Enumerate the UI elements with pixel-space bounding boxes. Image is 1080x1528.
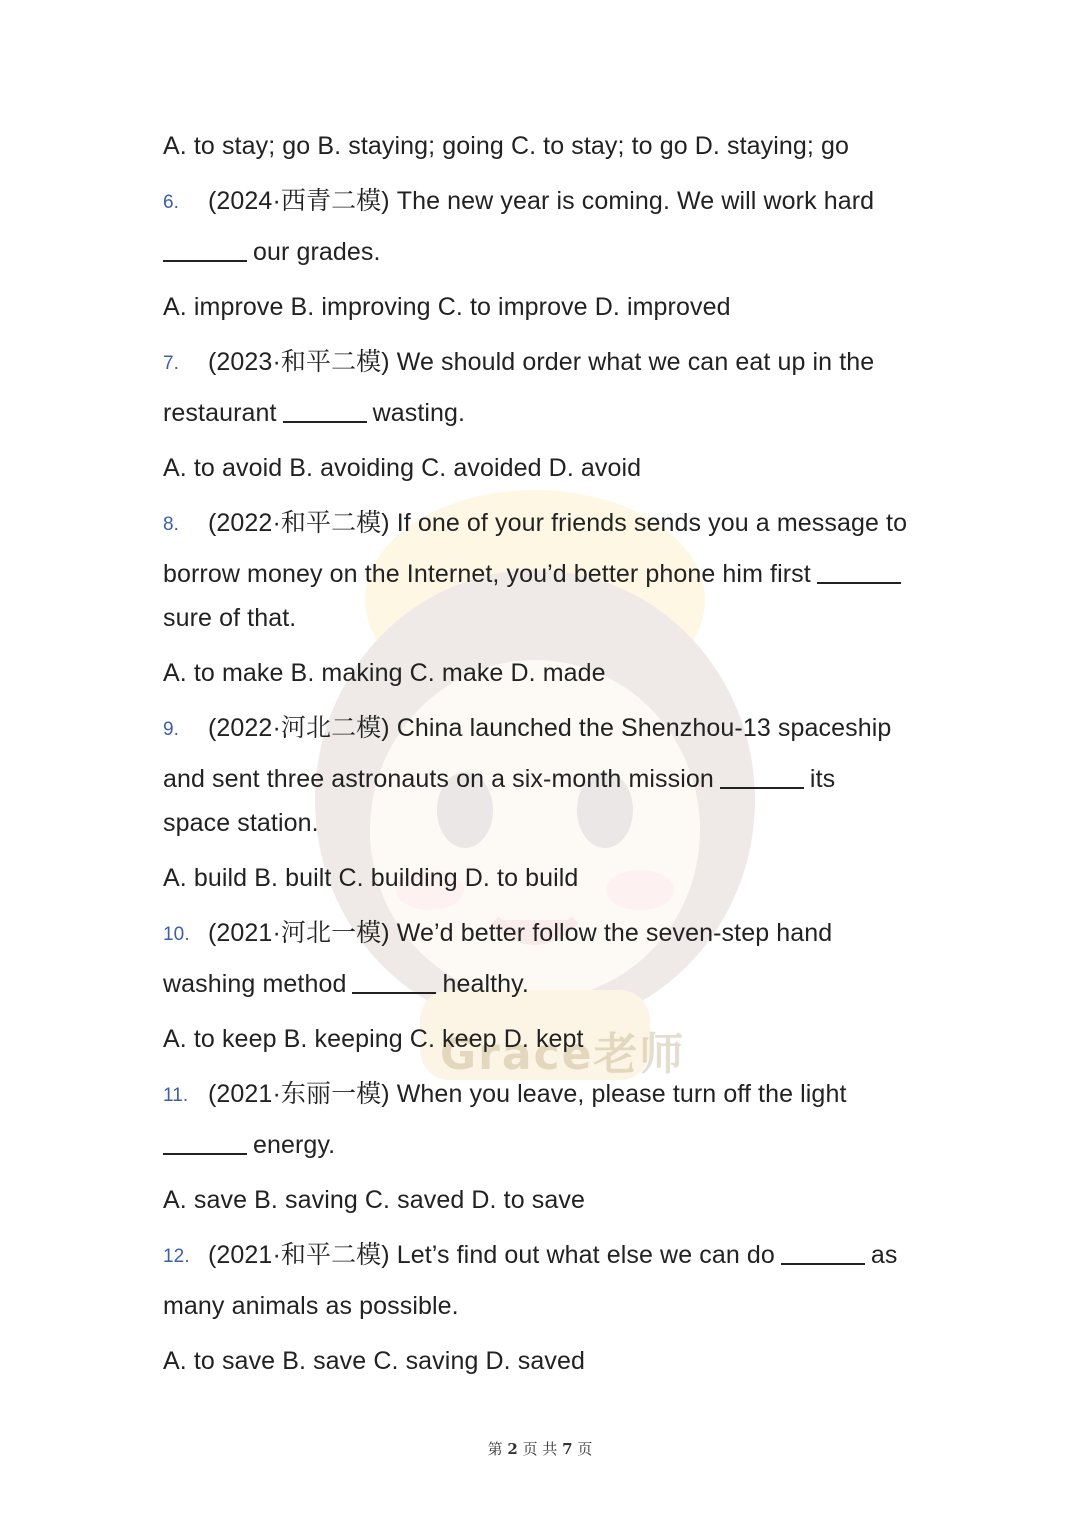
total-page-number: 7 xyxy=(562,1440,573,1458)
answer-blank xyxy=(817,560,901,584)
q9-stem-line3: space station. xyxy=(163,809,319,837)
q6-options: A. improve B. improving C. to improve D. improved xyxy=(163,293,731,321)
q10-stem-line1: 10. (2021·河北一模) We’d better follow the seven-step hand xyxy=(163,915,832,953)
answer-blank xyxy=(163,1131,247,1155)
q8-stem-line2: borrow money on the Internet, you’d better phone him first xyxy=(163,556,907,592)
q5-options: A. to stay; go B. staying; going C. to stay; to go D. staying; go xyxy=(163,132,850,160)
watermark-text: Grace老师 xyxy=(440,1029,686,1080)
answer-blank xyxy=(283,399,367,423)
q10-number: 10. xyxy=(163,924,190,945)
q11-options: A. save B. saving C. saved D. to save xyxy=(163,1186,585,1214)
page-footer: 第 2 页 共 7 页 xyxy=(487,1440,593,1458)
q6-number: 6. xyxy=(163,192,180,213)
answer-blank xyxy=(781,1241,865,1265)
q9-stem-line2: and sent three astronauts on a six-month mission its xyxy=(163,765,836,793)
q10-stem-line2: washing method healthy. xyxy=(163,970,529,998)
q12-number: 12. xyxy=(163,1246,190,1267)
q7-options: A. to avoid B. avoiding C. avoided D. avoid xyxy=(163,454,642,482)
q8-stem-line3: sure of that. xyxy=(163,604,297,632)
answer-blank xyxy=(163,238,247,262)
q9-stem-line1: 9. (2022·河北二模) China launched the Shenzhou-13 spaceship xyxy=(163,710,891,748)
q6-stem-line1: 6. (2024·西青二模) The new year is coming. We will work hard xyxy=(163,183,874,221)
q11-stem-line2: energy. xyxy=(163,1127,335,1163)
q10-options: A. to keep B. keeping C. keep D. kept xyxy=(163,1025,584,1053)
q9-number: 9. xyxy=(163,719,180,740)
q12-stem-line2: many animals as possible. xyxy=(163,1292,459,1320)
q7-stem-line2: restaurant wasting. xyxy=(163,399,466,427)
q7-stem-line1: 7. (2023·和平二模) We should order what we can eat up in the xyxy=(163,344,874,382)
q11-number: 11. xyxy=(163,1085,189,1106)
q11-stem-line1: 11. (2021·东丽一模) When you leave, please turn off the light xyxy=(163,1076,847,1114)
answer-blank xyxy=(720,765,804,789)
q6-stem-line2: our grades. xyxy=(163,234,381,270)
q9-options: A. build B. built C. building D. to build xyxy=(163,864,579,892)
answer-blank xyxy=(352,970,436,994)
q8-stem-line1: 8. (2022·和平二模) If one of your friends sends you a message to xyxy=(163,505,907,543)
q8-number: 8. xyxy=(163,514,180,535)
q7-number: 7. xyxy=(163,353,180,374)
q8-options: A. to make B. making C. make D. made xyxy=(163,659,606,687)
q12-stem-line1: 12. (2021·和平二模) Let’s find out what else we can do as xyxy=(163,1237,898,1275)
q12-options: A. to save B. save C. saving D. saved xyxy=(163,1347,585,1375)
current-page-number: 2 xyxy=(507,1440,518,1458)
